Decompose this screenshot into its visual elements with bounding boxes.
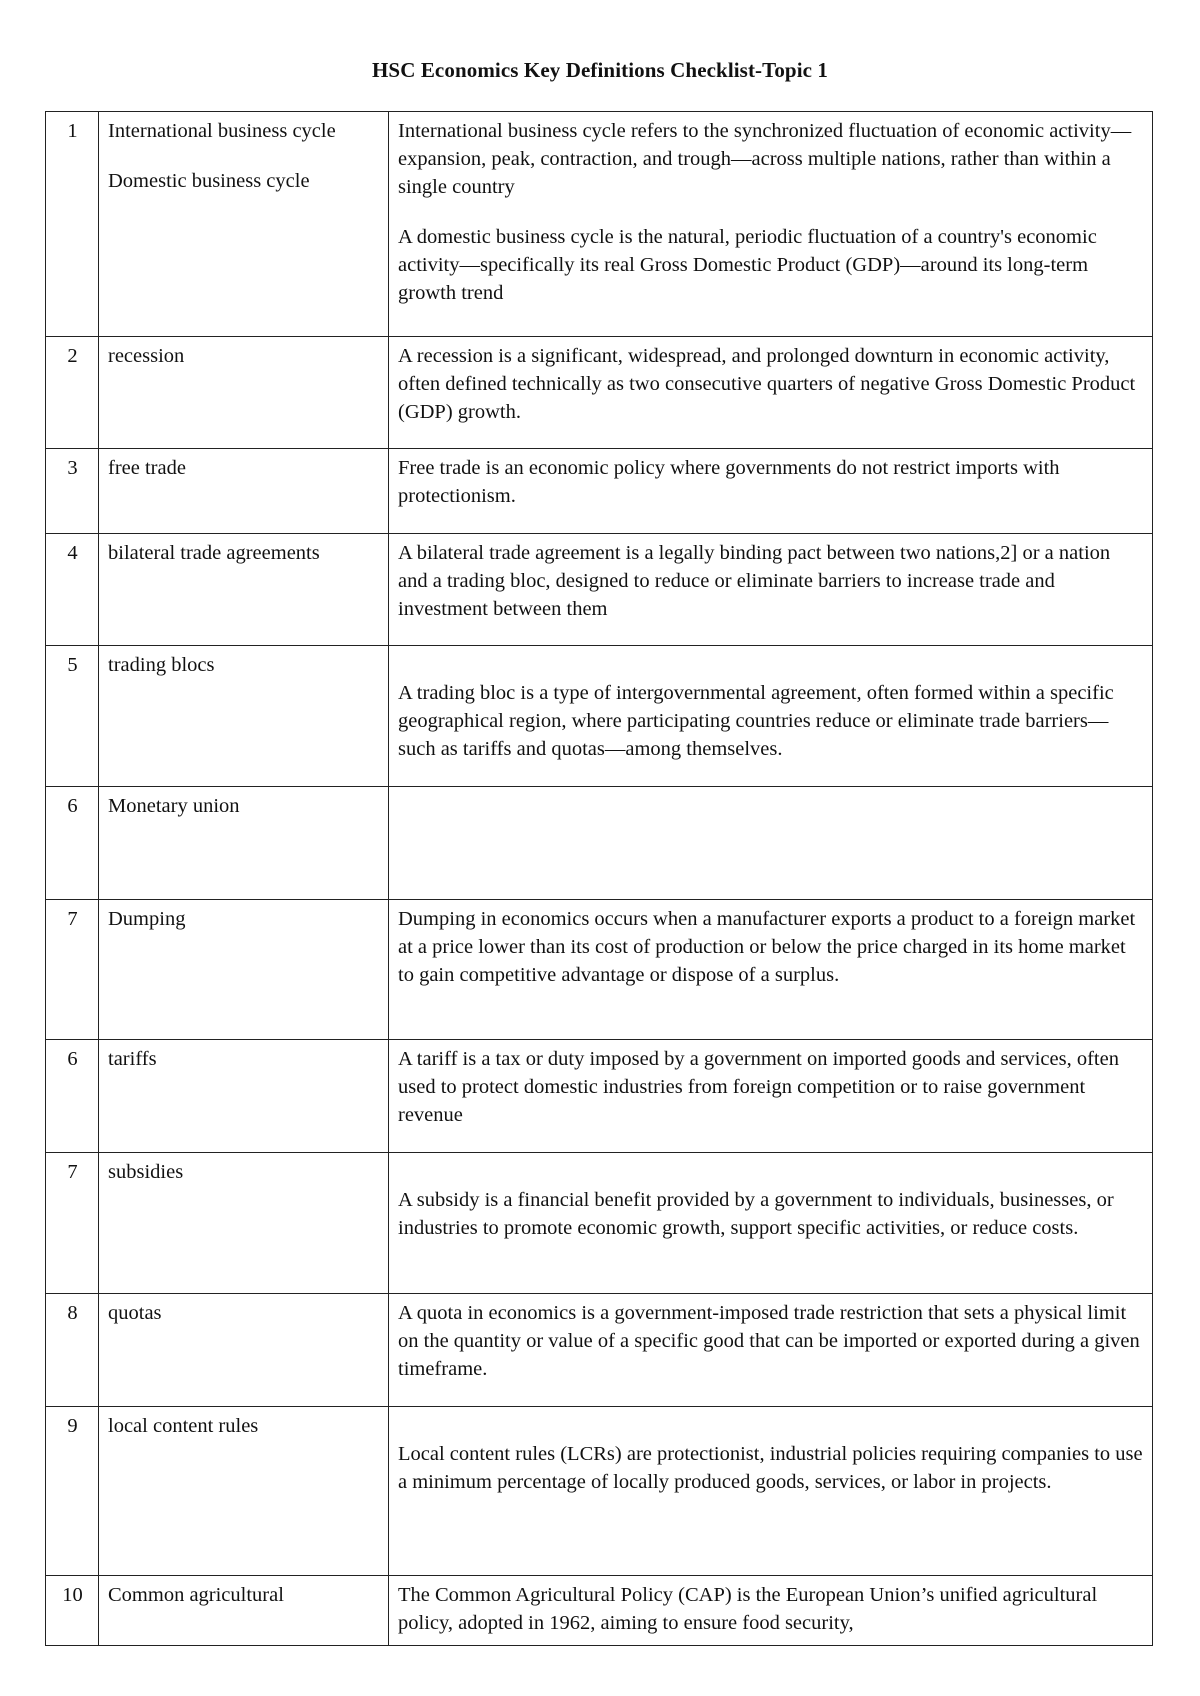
term: International business cycle — [108, 120, 336, 142]
definition: A bilateral trade agreement is a legally binding pact between two nations,2] or a nation and a trading bloc, designed to reduce or eliminate barriers to increase trade and investment between them — [398, 542, 1111, 620]
definition: A domestic business cycle is the natural, periodic fluctuation of a country's economic activity—specifically its real Gross Domestic Product (GDP)—around its long-term growth trend — [398, 226, 1097, 304]
table-row — [46, 1040, 1153, 1153]
row-number: 9 — [46, 1407, 99, 1576]
term: local content rules — [108, 1415, 259, 1437]
row-number: 4 — [46, 534, 99, 646]
definition: A tariff is a tax or duty imposed by a government on imported goods and services, often used to protect domestic industries from foreign competition or to raise government revenue — [398, 1048, 1119, 1126]
term: quotas — [108, 1302, 162, 1324]
term-cell — [99, 1407, 389, 1576]
row-number: 2 — [46, 337, 99, 449]
definition-cell — [389, 787, 1153, 900]
table-row — [46, 1576, 1153, 1646]
term: bilateral trade agreements — [108, 542, 320, 564]
row-number: 5 — [46, 646, 99, 787]
term: Dumping — [108, 908, 186, 930]
table-row — [46, 787, 1153, 900]
term-cell — [99, 112, 389, 337]
term-cell — [99, 1040, 389, 1153]
term: recession — [108, 345, 185, 367]
definition-cell — [389, 112, 1153, 337]
row-number: 10 — [46, 1576, 99, 1646]
row-number: 1 — [46, 112, 99, 337]
term-cell — [99, 900, 389, 1040]
term-cell — [99, 1294, 389, 1407]
table-row — [46, 1294, 1153, 1407]
definition: A quota in economics is a government-imposed trade restriction that sets a physical limit on the quantity or value of a specific good that can be imported or exported during a given timeframe. — [398, 1302, 1140, 1380]
row-number: 7 — [46, 1153, 99, 1294]
definition-cell — [389, 646, 1153, 787]
term-cell — [99, 1576, 389, 1646]
definition-cell — [389, 900, 1153, 1040]
term-cell — [99, 787, 389, 900]
definition-cell — [389, 449, 1153, 534]
term: Monetary union — [108, 795, 240, 817]
definition-cell — [389, 337, 1153, 449]
row-number: 6 — [46, 787, 99, 900]
term: subsidies — [108, 1161, 184, 1183]
definition: International business cycle refers to the synchronized fluctuation of economic activity—expansion, peak, contraction, and trough—across multiple nations, rather than within a single country — [398, 120, 1132, 198]
table-row — [46, 1407, 1153, 1576]
definition-cell — [389, 1407, 1153, 1576]
term: tariffs — [108, 1048, 157, 1070]
term: trading blocs — [108, 654, 215, 676]
definition-cell — [389, 1040, 1153, 1153]
document-title: HSC Economics Key Definitions Checklist-Topic 1 — [371, 58, 829, 82]
definition: Local content rules (LCRs) are protectionist, industrial policies requiring companies to use a minimum percentage of locally produced goods, services, or labor in projects. — [398, 1443, 1143, 1493]
table-row — [46, 337, 1153, 449]
table-row — [46, 112, 1153, 337]
definition: Free trade is an economic policy where governments do not restrict imports with protectionism. — [398, 457, 1060, 507]
definition-cell — [389, 1153, 1153, 1294]
term-cell — [99, 1153, 389, 1294]
term-cell — [99, 534, 389, 646]
definition: Dumping in economics occurs when a manufacturer exports a product to a foreign market at a price lower than its cost of production or below the price charged in its home market to gain competitive advantage or dispose of a surplus. — [398, 908, 1136, 986]
definitions-table — [45, 111, 1153, 1646]
table-row — [46, 900, 1153, 1040]
term: free trade — [108, 457, 186, 479]
row-number: 7 — [46, 900, 99, 1040]
term-cell — [99, 337, 389, 449]
definition-cell — [389, 1576, 1153, 1646]
term-cell — [99, 646, 389, 787]
definition: A trading bloc is a type of intergovernmental agreement, often formed within a specific geographical region, where participating countries reduce or eliminate trade barriers—such as tariffs and quotas—among themselves. — [398, 682, 1114, 760]
table-row — [46, 1153, 1153, 1294]
table-row — [46, 646, 1153, 787]
table-row — [46, 534, 1153, 646]
definition-cell — [389, 534, 1153, 646]
definition: A subsidy is a financial benefit provided by a government to individuals, businesses, or industries to promote economic growth, support specific activities, or reduce costs. — [398, 1189, 1114, 1239]
table-row — [46, 449, 1153, 534]
row-number: 8 — [46, 1294, 99, 1407]
term: Domestic business cycle — [108, 170, 310, 192]
definition-cell — [389, 1294, 1153, 1407]
row-number: 3 — [46, 449, 99, 534]
definition: A recession is a significant, widespread, and prolonged downturn in economic activity, often defined technically as two consecutive quarters of negative Gross Domestic Product (GDP) growth. — [398, 345, 1136, 423]
term: Common agricultural — [108, 1584, 284, 1606]
term-cell — [99, 449, 389, 534]
definition: The Common Agricultural Policy (CAP) is the European Union’s unified agricultural policy, adopted in 1962, aiming to ensure food security, — [398, 1584, 1098, 1634]
row-number: 6 — [46, 1040, 99, 1153]
